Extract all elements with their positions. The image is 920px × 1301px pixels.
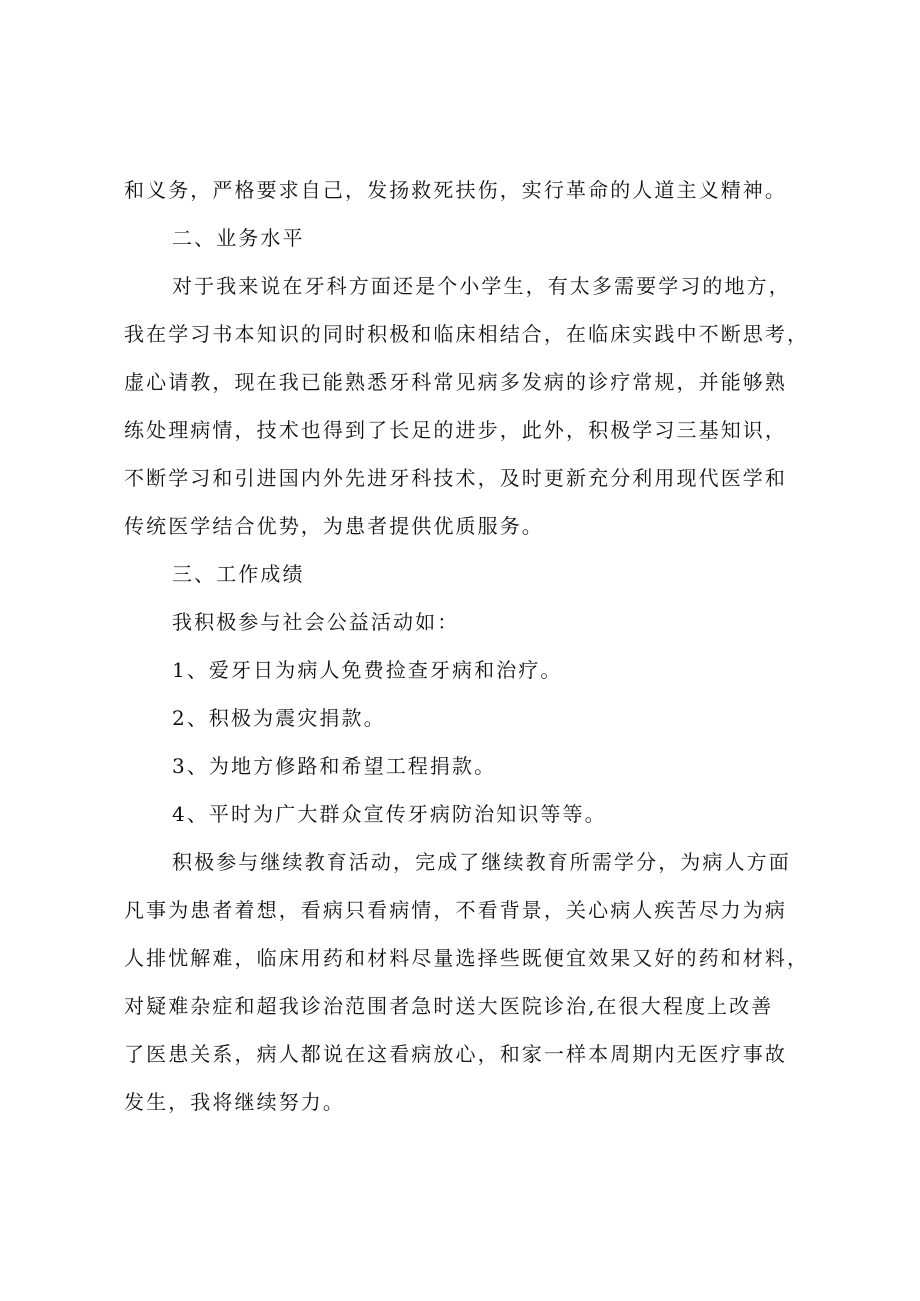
- list-item: 1、爱牙日为病人免费捡查牙病和治疗。: [172, 658, 563, 682]
- text-line: 和义务，严格要求自己，发扬救死扶伤，实行革命的人道主义精神。: [124, 178, 787, 202]
- text-line: 练处理病情，技术也得到了长足的进步，此外，积极学习三基知识，: [124, 418, 787, 442]
- text-line: 积极参与继续教育活动，完成了继续教育所需学分，为病人方面: [172, 850, 791, 874]
- text-line: 了医患关系，病人都说在这看病放心，和家一样本周期内无医疗事故: [124, 1042, 787, 1066]
- text-line: 对疑难杂症和超我诊治范围者急时送大医院诊治,在很大程度上改善: [124, 994, 774, 1018]
- text-line: 发生，我将继续努力。: [124, 1090, 345, 1114]
- document-body: [124, 166, 810, 1126]
- text-line: 我在学习书本知识的同时积极和临床相结合，在临床实践中不断思考，: [124, 322, 810, 346]
- list-item: 4、平时为广大群众宣传牙病防治知识等等。: [172, 802, 607, 826]
- text-line: 对于我来说在牙科方面还是个小学生，有太多需要学习的地方，: [172, 274, 791, 298]
- text-line: 我积极参与社会公益活动如：: [172, 610, 460, 634]
- text-line: 传统医学结合优势，为患者提供优质服务。: [124, 514, 544, 538]
- list-item: 2、积极为震灾捐款。: [172, 706, 386, 730]
- text-line: 人排忧解难，临床用药和材料尽量选择些既便宜效果又好的药和材料，: [124, 946, 810, 970]
- text-line: 不断学习和引进国内外先进牙科技术，及时更新充分利用现代医学和: [124, 466, 787, 490]
- section-heading: 三、工作成绩: [172, 562, 305, 586]
- text-line: 凡事为患者着想，看病只看病情，不看背景，关心病人疾苦尽力为病: [124, 898, 787, 922]
- text-line: 虚心请教，现在我已能熟悉牙科常见病多发病的诊疗常规，并能够熟: [124, 370, 787, 394]
- list-item: 3、为地方修路和希望工程捐款。: [172, 754, 497, 778]
- section-heading: 二、业务水平: [172, 226, 305, 250]
